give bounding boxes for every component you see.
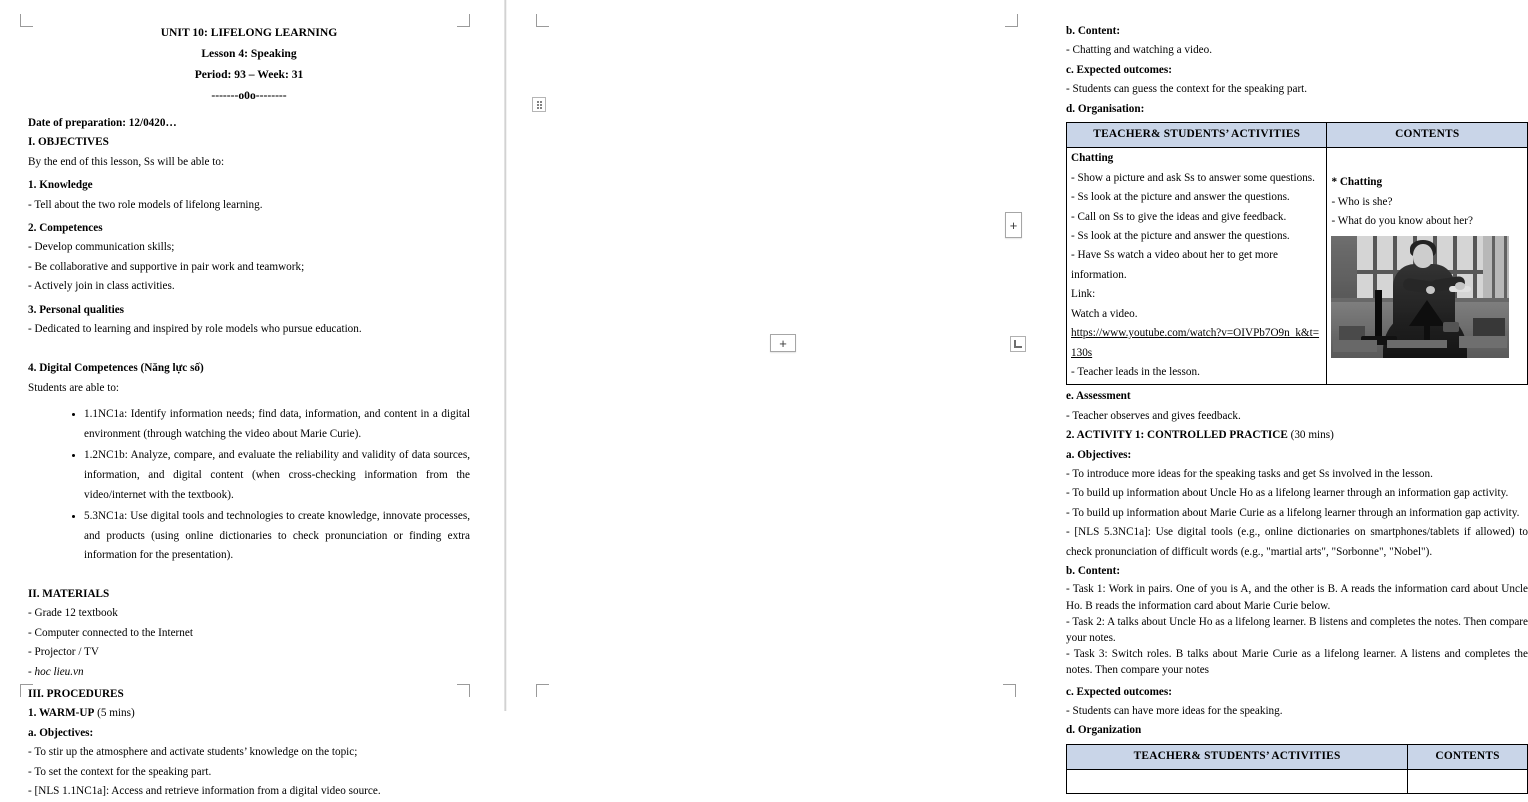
materials-item: - Grade 12 textbook	[28, 607, 118, 620]
date-of-preparation: Date of preparation: 12/0420…	[28, 117, 177, 129]
list-item: • 1.1NC1a: Identify information needs; find data, information, and content in a digital environment (through watching the video about Marie Curie).	[84, 405, 470, 444]
materials-heading: II. MATERIALS	[28, 588, 110, 601]
activity1-heading	[1066, 426, 1528, 445]
objectives-intro: By the end of this lesson, Ss will be able to:	[28, 155, 225, 168]
warmup-heading-label: 1. WARM-UP	[28, 707, 95, 720]
text-boundary-mark-bottom-right	[1003, 684, 1016, 697]
activities-tail: - Teacher leads in the lesson.	[1071, 365, 1200, 378]
left-page-body	[28, 22, 470, 802]
assessment-item: - Teacher observes and gives feedback.	[1066, 409, 1241, 422]
activity1-objectives-heading: a. Objectives:	[1066, 448, 1132, 461]
list-item: • 5.3NC1a: Use digital tools and technologies to create knowledge, innovate processes, and products (using online dictionaries to check pronunciation or finding extra information for the presentation).	[84, 507, 470, 566]
materials-item: - Computer connected to the Internet	[28, 626, 193, 639]
text-boundary-mark-top-left	[536, 14, 549, 27]
warmup-content-heading: b. Content:	[1066, 25, 1121, 37]
warmup-content-item: - Chatting and watching a video.	[1066, 44, 1213, 57]
warmup-duration: (5 mins)	[97, 707, 135, 720]
table-cell-activities	[1067, 770, 1408, 794]
contents-line: - What do you know about her?	[1331, 215, 1473, 228]
personal-qualities-item: - Dedicated to learning and inspired by role models who pursue education.	[28, 323, 362, 336]
knowledge-heading: 1. Knowledge	[28, 179, 93, 192]
digital-competences-intro: Students are able to:	[28, 381, 120, 394]
objectives-heading: I. OBJECTIVES	[28, 136, 109, 149]
activities-video-link-wrap	[1071, 324, 1322, 363]
assessment-heading: e. Assessment	[1066, 390, 1131, 403]
activity1-objectives-item: - To build up information about Marie Curie as a lifelong learner through an information gap activity.	[1066, 506, 1520, 519]
competences-item: - Develop communication skills;	[28, 241, 175, 254]
warmup-objectives-item: - To stir up the atmosphere and activate students’ knowledge on the topic;	[28, 746, 358, 759]
activities-title: Chatting	[1071, 152, 1114, 165]
table-cell-contents	[1408, 770, 1528, 794]
activity1-outcomes-heading: c. Expected outcomes:	[1066, 685, 1172, 698]
table-header-contents: CONTENTS	[1327, 123, 1528, 148]
warmup-organisation-table	[1066, 122, 1528, 385]
activities-line: Link:	[1071, 288, 1096, 301]
text-boundary-mark-bottom-left	[536, 684, 549, 697]
activity1-content-heading: b. Content:	[1066, 564, 1121, 577]
warmup-outcomes-heading: c. Expected outcomes:	[1066, 63, 1172, 76]
warmup-heading	[28, 704, 470, 723]
youtube-video-link[interactable]: https://www.youtube.com/watch?v=OIVPb7O9n_k&t=130s	[1071, 327, 1320, 359]
document-title-line-3: Period: 93 – Week: 31	[194, 68, 304, 81]
procedures-heading: III. PROCEDURES	[28, 688, 124, 701]
activities-line: - Ss look at the picture and answer the questions.	[1071, 191, 1290, 204]
marie-curie-laboratory-photo	[1331, 236, 1509, 358]
insert-column-button[interactable]: +	[1005, 212, 1022, 238]
table-header-activities: TEACHER& STUDENTS’ ACTIVITIES	[1067, 123, 1327, 148]
activities-line: Watch a video.	[1071, 307, 1138, 320]
warmup-objectives-item: - [NLS 1.1NC1a]: Access and retrieve information from a digital video source.	[28, 785, 381, 798]
activity1-organization-heading: d. Organization	[1066, 724, 1142, 737]
activity1-outcomes-item: - Students can have more ideas for the speaking.	[1066, 705, 1283, 717]
table-header-contents: CONTENTS	[1408, 744, 1528, 769]
digital-competences-list	[28, 405, 470, 566]
warmup-objectives-heading: a. Objectives:	[28, 726, 94, 739]
table-header-row	[1067, 123, 1528, 148]
activity1-content-item: - Task 1: Work in pairs. One of you is A, and the other is B. A reads the information card about Uncle Ho. B reads the information card about Marie Curie below.	[1066, 583, 1528, 612]
warmup-organisation-heading: d. Organisation:	[1066, 102, 1145, 115]
table-row	[1067, 770, 1528, 794]
competences-item: - Be collaborative and supportive in pair work and teamwork;	[28, 260, 305, 273]
materials-item-website: - hoc lieu.vn	[28, 665, 84, 678]
insert-row-button[interactable]: +	[770, 334, 796, 352]
document-page-left	[0, 0, 490, 798]
table-row	[1067, 148, 1528, 385]
knowledge-item: - Tell about the two role models of lifelong learning.	[28, 198, 263, 211]
activity1-content-item: - Task 2: A talks about Uncle Ho as a lifelong learner. B listens and completes the notes. Then compare your notes.	[1066, 615, 1528, 644]
activities-line: - Have Ss watch a video about her to get more information.	[1071, 249, 1278, 281]
table-cell-contents	[1327, 148, 1528, 385]
activity1-content-item: - Task 3: Switch roles. B talks about Marie Curie as a lifelong learner. A listens and completes the notes. Then compare your notes	[1066, 648, 1528, 677]
warmup-outcomes-item: - Students can guess the context for the speaking part.	[1066, 83, 1308, 96]
text-boundary-mark-top-right	[1005, 14, 1018, 27]
document-title-line-1: UNIT 10: LIFELONG LEARNING	[160, 26, 338, 39]
competences-item: - Actively join in class activities.	[28, 280, 175, 293]
document-title-line-2: Lesson 4: Speaking	[201, 47, 297, 60]
digital-competences-heading: 4. Digital Competences (Năng lực số)	[28, 362, 204, 375]
table-cell-activities	[1067, 148, 1327, 385]
activities-line: - Ss look at the picture and answer the questions.	[1071, 230, 1290, 243]
document-title-divider: -------o0o--------	[211, 89, 287, 102]
paragraph-drag-handle-icon[interactable]	[532, 97, 546, 112]
table-header-activities: TEACHER& STUDENTS’ ACTIVITIES	[1067, 744, 1408, 769]
warmup-objectives-item: - To set the context for the speaking part.	[28, 765, 212, 778]
activity1-organization-table	[1066, 744, 1528, 794]
contents-line: - Who is she?	[1331, 195, 1393, 208]
materials-item: - Projector / TV	[28, 646, 99, 659]
competences-heading: 2. Competences	[28, 222, 103, 235]
personal-qualities-heading: 3. Personal qualities	[28, 303, 125, 316]
activity1-objectives-item: - To build up information about Uncle Ho as a lifelong learner through an information gap activity.	[1066, 487, 1509, 500]
document-page-right	[518, 0, 1528, 762]
contents-title: * Chatting	[1331, 176, 1383, 189]
activity1-objectives-item: - [NLS 5.3NC1a]: Use digital tools (e.g., online dictionaries on smartphones/tablets if allowed) to check pronunciation of difficult words (e.g., "martial arts", "Sorbonne", "Nobel").	[1066, 526, 1528, 558]
activity1-duration: (30 mins)	[1290, 429, 1334, 442]
activity1-objectives-item: - To introduce more ideas for the speaking tasks and get Ss involved in the lesson.	[1066, 467, 1433, 480]
table-resize-handle-icon[interactable]	[1010, 336, 1026, 352]
table-header-row	[1067, 744, 1528, 769]
right-page-body	[1066, 22, 1528, 794]
activity1-heading-label: 2. ACTIVITY 1: CONTROLLED PRACTICE	[1066, 429, 1288, 442]
activities-line: - Call on Ss to give the ideas and give feedback.	[1071, 210, 1287, 223]
page-gutter	[490, 0, 518, 711]
list-item: • 1.2NC1b: Analyze, compare, and evaluate the reliability and validity of data sources, information, and digital content (when cross-checking information from the video/internet with the textbook).	[84, 446, 470, 505]
activities-line: - Show a picture and ask Ss to answer some questions.	[1071, 171, 1315, 184]
